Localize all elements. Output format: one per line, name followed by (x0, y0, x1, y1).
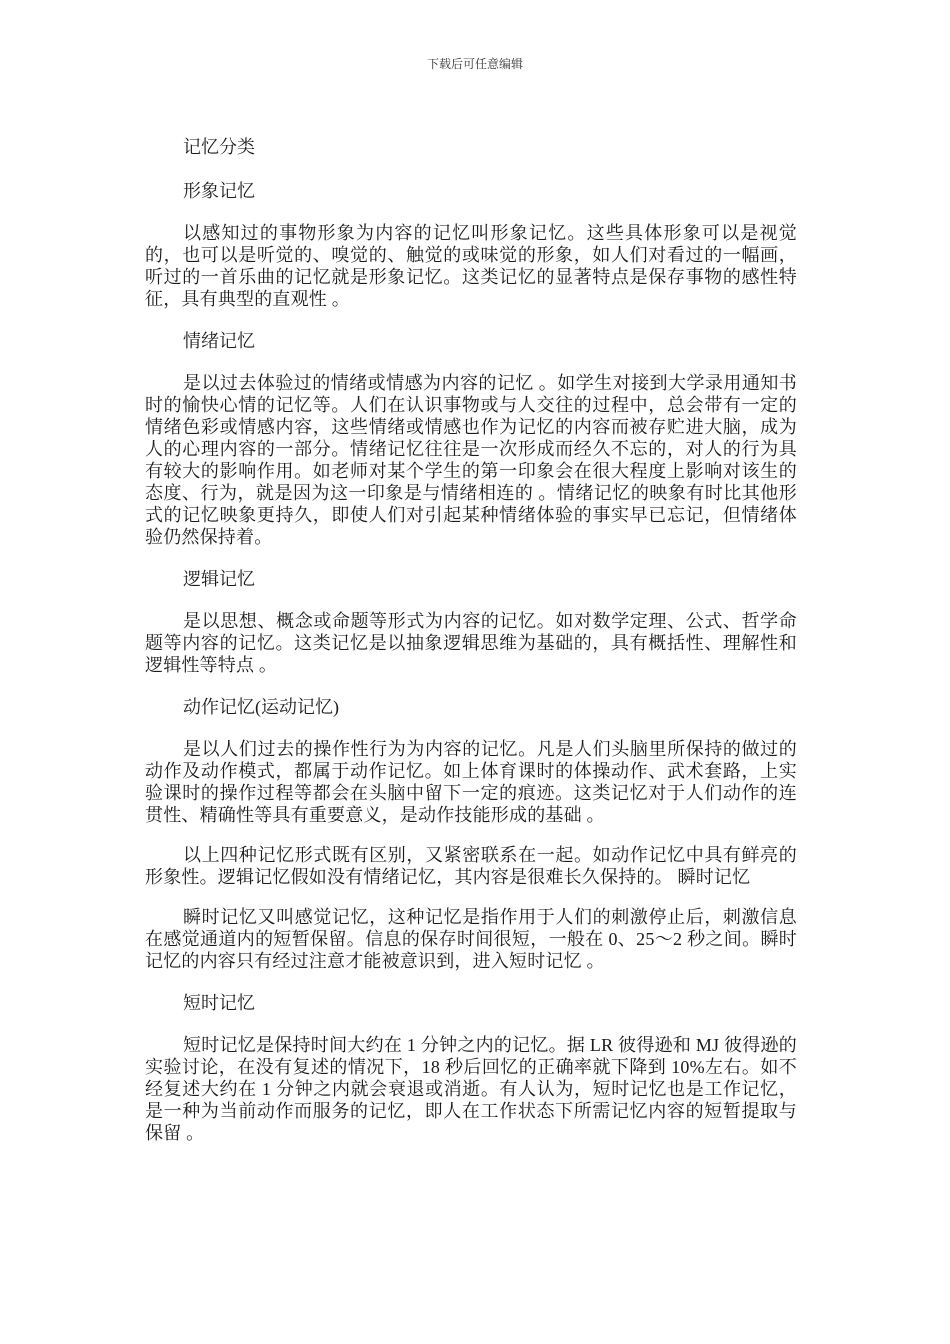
instant-memory-paragraph: 瞬时记忆又叫感觉记忆，这种记忆是指作用于人们的刺激停止后，刺激信息在感觉通道内的短暂保留。信息的保存时间很短，一般在 0、25～2 秒之间。瞬时记忆的内容只有经过注意才能被意识到，进入短时记忆 。 (145, 907, 797, 971)
section-heading-motor-memory: 动作记忆(运动记忆) (183, 697, 339, 717)
section-body-motor-memory: 是以人们过去的操作性行为为内容的记忆。凡是人们头脑里所保持的做过的动作及动作模式，都属于动作记忆。如上体育课时的体操动作、武术套路，上实验课时的操作过程等都会在头脑中留下一定的痕迹。这类记忆对于人们动作的连贯性、精确性等具有重要意义，是动作技能形成的基础 。 (145, 739, 797, 825)
section-body-short-term-memory: 短时记忆是保持时间大约在 1 分钟之内的记忆。据 LR 彼得逊和 MJ 彼得逊的实验讨论，在没有复述的情况下，18 秒后回忆的正确率就下降到 10%左右。如不经复述大约在 1 分钟之内就会衰退或消逝。有人认为，短时记忆也是工作记忆，是一种为当前动作而服务的记忆，即人在工作状态下所需记忆内容的短暂提取与保留 。 (145, 1035, 797, 1143)
document-body (145, 134, 797, 1162)
section-body-emotional-memory: 是以过去体验过的情绪或情感为内容的记忆 。如学生对接到大学录用通知书时的愉快心情的记忆等。人们在认识事物或与人交往的过程中，总会带有一定的情绪色彩或情感内容，这些情绪或情感也作为记忆的内容而被存贮进大脑，成为人的心理内容的一部分。情绪记忆往往是一次形成而经久不忘的，对人的行为具有较大的影响作用。如老师对某个学生的第一印象会在很大程度上影响对该生的态度、行为，就是因为这一印象是与情绪相连的 。情绪记忆的映象有时比其他形式的记忆映象更持久，即使人们对引起某种情绪体验的事实早已忘记，但情绪体验仍然保持着。 (145, 373, 797, 547)
section-heading-logical-memory: 逻辑记忆 (183, 569, 255, 589)
page-header: 下载后可任意编辑 (426, 57, 523, 71)
summary-paragraph: 以上四种记忆形式既有区别，又紧密联系在一起。如动作记忆中具有鲜亮的形象性。逻辑记忆假如没有情绪记忆，其内容是很难长久保持的。 瞬时记忆 (145, 845, 797, 887)
section-body-logical-memory: 是以思想、概念或命题等形式为内容的记忆。如对数学定理、公式、哲学命题等内容的记忆。这类记忆是以抽象逻辑思维为基础的，具有概括性、理解性和逻辑性等特点 。 (145, 611, 797, 675)
section-heading-short-term-memory: 短时记忆 (183, 993, 255, 1013)
section-heading-emotional-memory: 情绪记忆 (183, 331, 255, 351)
section-heading-image-memory: 形象记忆 (183, 181, 255, 201)
document-title: 记忆分类 (183, 137, 255, 157)
section-body-image-memory: 以感知过的事物形象为内容的记忆叫形象记忆。这些具体形象可以是视觉的，也可以是听觉的、嗅觉的、触觉的或味觉的形象，如人们对看过的一幅画，听过的一首乐曲的记忆就是形象记忆。这类记忆的显著特点是保存事物的感性特征，具有典型的直观性 。 (145, 223, 797, 309)
